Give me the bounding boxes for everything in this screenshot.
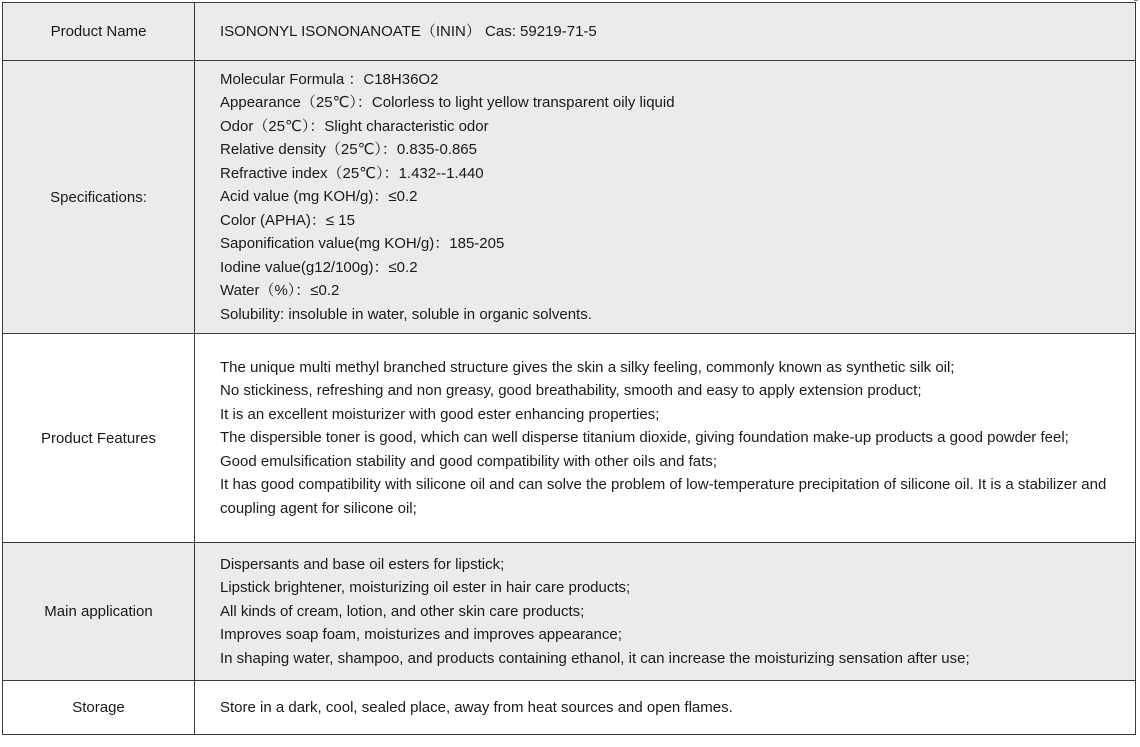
value-line: Lipstick brightener, moisturizing oil ester in hair care products;: [220, 579, 631, 597]
value-line: All kinds of cream, lotion, and other skin care products;: [220, 602, 585, 620]
value-line: Acid value (mg KOH/g)：≤0.2: [220, 188, 418, 206]
value-line: Good emulsification stability and good compatibility with other oils and fats;: [220, 452, 717, 470]
value-line: Color (APHA)：≤ 15: [220, 211, 355, 229]
row-value: [195, 681, 1136, 735]
value-line: Solubility: insoluble in water, soluble in organic solvents.: [220, 305, 592, 323]
value-line: ISONONYL ISONONANOATE（ININ） Cas: 59219-71-5: [220, 22, 597, 40]
row-value: [195, 61, 1136, 334]
value-line: The dispersible toner is good, which can well disperse titanium dioxide, giving foundation make-up products a good powder feel;: [220, 429, 1069, 447]
corner-mark: [1134, 0, 1138, 1]
value-line: Store in a dark, cool, sealed place, away from heat sources and open flames.: [220, 698, 733, 716]
value-line: It has good compatibility with silicone oil and can solve the problem of low-temperature precipitation of silicone oil. It is a stabilizer and coupling agent for silicone oil;: [220, 476, 1107, 517]
row-value: [195, 543, 1136, 681]
value-line: Relative density（25℃）：0.835-0.865: [220, 141, 477, 159]
table-row-storage: [3, 681, 1136, 735]
value-line: No stickiness, refreshing and non greasy, good breathability, smooth and easy to apply extension product;: [220, 382, 922, 400]
row-label: Specifications:: [3, 61, 195, 334]
value-line: Appearance（25℃）：Colorless to light yellow transparent oily liquid: [220, 94, 675, 112]
row-label: Main application: [3, 543, 195, 681]
value-line: Refractive index（25℃）：1.432--1.440: [220, 164, 484, 182]
row-value: [195, 3, 1136, 61]
value-line: Odor（25℃）：Slight characteristic odor: [220, 117, 489, 135]
table-row-specifications: [3, 61, 1136, 334]
row-label: Storage: [3, 681, 195, 735]
value-line: Improves soap foam, moisturizes and improves appearance;: [220, 626, 622, 644]
value-line: In shaping water, shampoo, and products containing ethanol, it can increase the moisturizing sensation after use;: [220, 649, 970, 667]
value-line: The unique multi methyl branched structure gives the skin a silky feeling, commonly known as synthetic silk oil;: [220, 358, 955, 376]
row-label: Product Features: [3, 334, 195, 543]
value-line: Saponification value(mg KOH/g)：185-205: [220, 235, 505, 253]
row-label: Product Name: [3, 3, 195, 61]
product-spec-table: [2, 2, 1136, 735]
table-row-main-application: [3, 543, 1136, 681]
value-line: Molecular Formula ：C18H36O2: [220, 70, 439, 88]
table-row-product-name: [3, 3, 1136, 61]
value-line: It is an excellent moisturizer with good ester enhancing properties;: [220, 405, 660, 423]
value-line: Dispersants and base oil esters for lipstick;: [220, 555, 505, 573]
value-line: Iodine value(g12/100g)：≤0.2: [220, 258, 418, 276]
table-row-product-features: [3, 334, 1136, 543]
row-value: [195, 334, 1136, 543]
value-line: Water（%）：≤0.2: [220, 282, 340, 300]
